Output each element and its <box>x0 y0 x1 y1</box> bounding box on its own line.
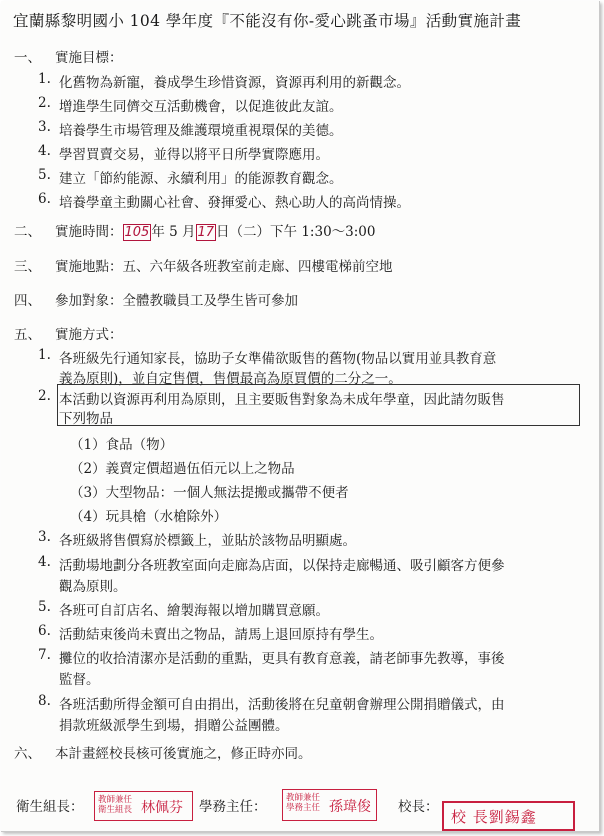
prohibited-item: （3）大型物品：一個人無法提搬或攜帶不便者 <box>70 485 349 501</box>
page-title: 宜蘭縣黎明國小 104 學年度『不能沒有你-愛心跳蚤市場』活動實施計畫 <box>13 12 522 30</box>
academic-director-stamp: 教師兼任 學務主任 孫瑋俊 <box>282 789 377 821</box>
method-continuation: 捐款班級派學生到場，捐贈公益團體。 <box>59 718 289 734</box>
section-number: 六、 <box>14 746 41 762</box>
section-number: 二、 <box>14 224 41 240</box>
section-label: 參加對象：全體教職員工及學生皆可參加 <box>55 293 298 309</box>
health-section-chief-label: 衛生組長： <box>16 799 84 815</box>
health-chief-stamp: 教師兼任 衛生組長 林佩芬 <box>94 791 193 821</box>
academic-director-label: 學務主任： <box>199 799 267 815</box>
document-page: 宜蘭縣黎明國小 104 學年度『不能沒有你-愛心跳蚤市場』活動實施計畫 一、 實施目標： 1. 化舊物為新寵，養成學生珍惜資源，資源再利用的新觀念。 2. 增進學生同儕交互活動機會，以促進彼此友誼。 3. 培養學生市場管理及維護環境重視環保的美德。 4. 學習買賣交易，並得以將平日所學實際應用。 5. 建立「節約能源、永續利用」的能源教育觀念。 6. 培養學童主動關心社會、發揮愛心、熱心助人的高尚情操。 二、 實施時間： 105 年 5 月 17 日（二）下午 1:30～3:00 三、 實施地點：五、六年級各班教室前走廊、四樓電梯前空地 四、 參加對象：全體教職員工及學生皆可參加 五、 實施方式： 1. 各班級先行通知家長，協助子女準備欲販售的舊物(物品以實用並具教育意 義為原則)，並自定售價，售價最高為原買價的二分之一。 2. 本活動以資源再利用為原則，且主要販售對象為未成年學童，因此請勿販售 下列物品 （1）食品（物） （2）義賣定價超過伍佰元以上之物品 （3）大型物品：一個人無法提搬或攜帶不便者 （4）玩具槍（水槍除外） 3. 各班級將售價寫於標籤上，並貼於該物品明顯處。 4. 活動場地劃分各班教室面向走廊為店面，以保持走廊暢通、吸引顧客方便參 觀為原則。 5. 各班可自訂店名、繪製海報以增加購買意願。 6. 活動結束後尚未賣出之物品，請馬上退回原持有學生。 7. 攤位的收拾清潔亦是活動的重點，更具有教育意義，請老師事先教導，事後 監督。 8. 各班活動所得金額可自由捐出，活動後將在兒童朝會辦理公開捐贈儀式，由 捐款班級派學生到場，捐贈公益團體。 六、 本計畫經校長核可後實施之，修正時亦同。 衛生組長： 教師兼任 衛生組長 林佩芬 學務主任： 教師兼任 學務主任 孫瑋俊 校長： 校 長劉錫鑫 <box>1 1 600 832</box>
handwritten-year: 105 <box>124 225 150 240</box>
section-number: 五、 <box>14 327 41 343</box>
method-continuation: 下列物品 <box>59 411 113 427</box>
method-continuation: 義為原則)，並自定售價，售價最高為原買價的二分之一。 <box>59 371 402 387</box>
section-number: 一、 <box>14 50 41 66</box>
handwritten-day: 17 <box>197 225 215 240</box>
section-label: 實施方式： <box>55 327 123 343</box>
principal-label: 校長： <box>398 799 439 815</box>
method-continuation: 觀為原則。 <box>59 579 127 595</box>
section-label: 本計畫經校長核可後實施之，修正時亦同。 <box>55 746 312 762</box>
section-label: 實施時間： <box>55 224 123 240</box>
section-label: 實施地點：五、六年級各班教室前走廊、四樓電梯前空地 <box>55 259 393 275</box>
prohibited-item: （1）食品（物） <box>70 437 174 453</box>
method-continuation: 監督。 <box>59 672 100 688</box>
prohibited-item: （4）玩具槍（水槍除外） <box>70 509 228 525</box>
section-number: 三、 <box>14 259 41 275</box>
prohibited-item: （2）義賣定價超過伍佰元以上之物品 <box>70 461 295 477</box>
section-number: 四、 <box>14 293 41 309</box>
section-label: 實施目標： <box>55 50 123 66</box>
principal-stamp: 校 長劉錫鑫 <box>442 801 575 831</box>
